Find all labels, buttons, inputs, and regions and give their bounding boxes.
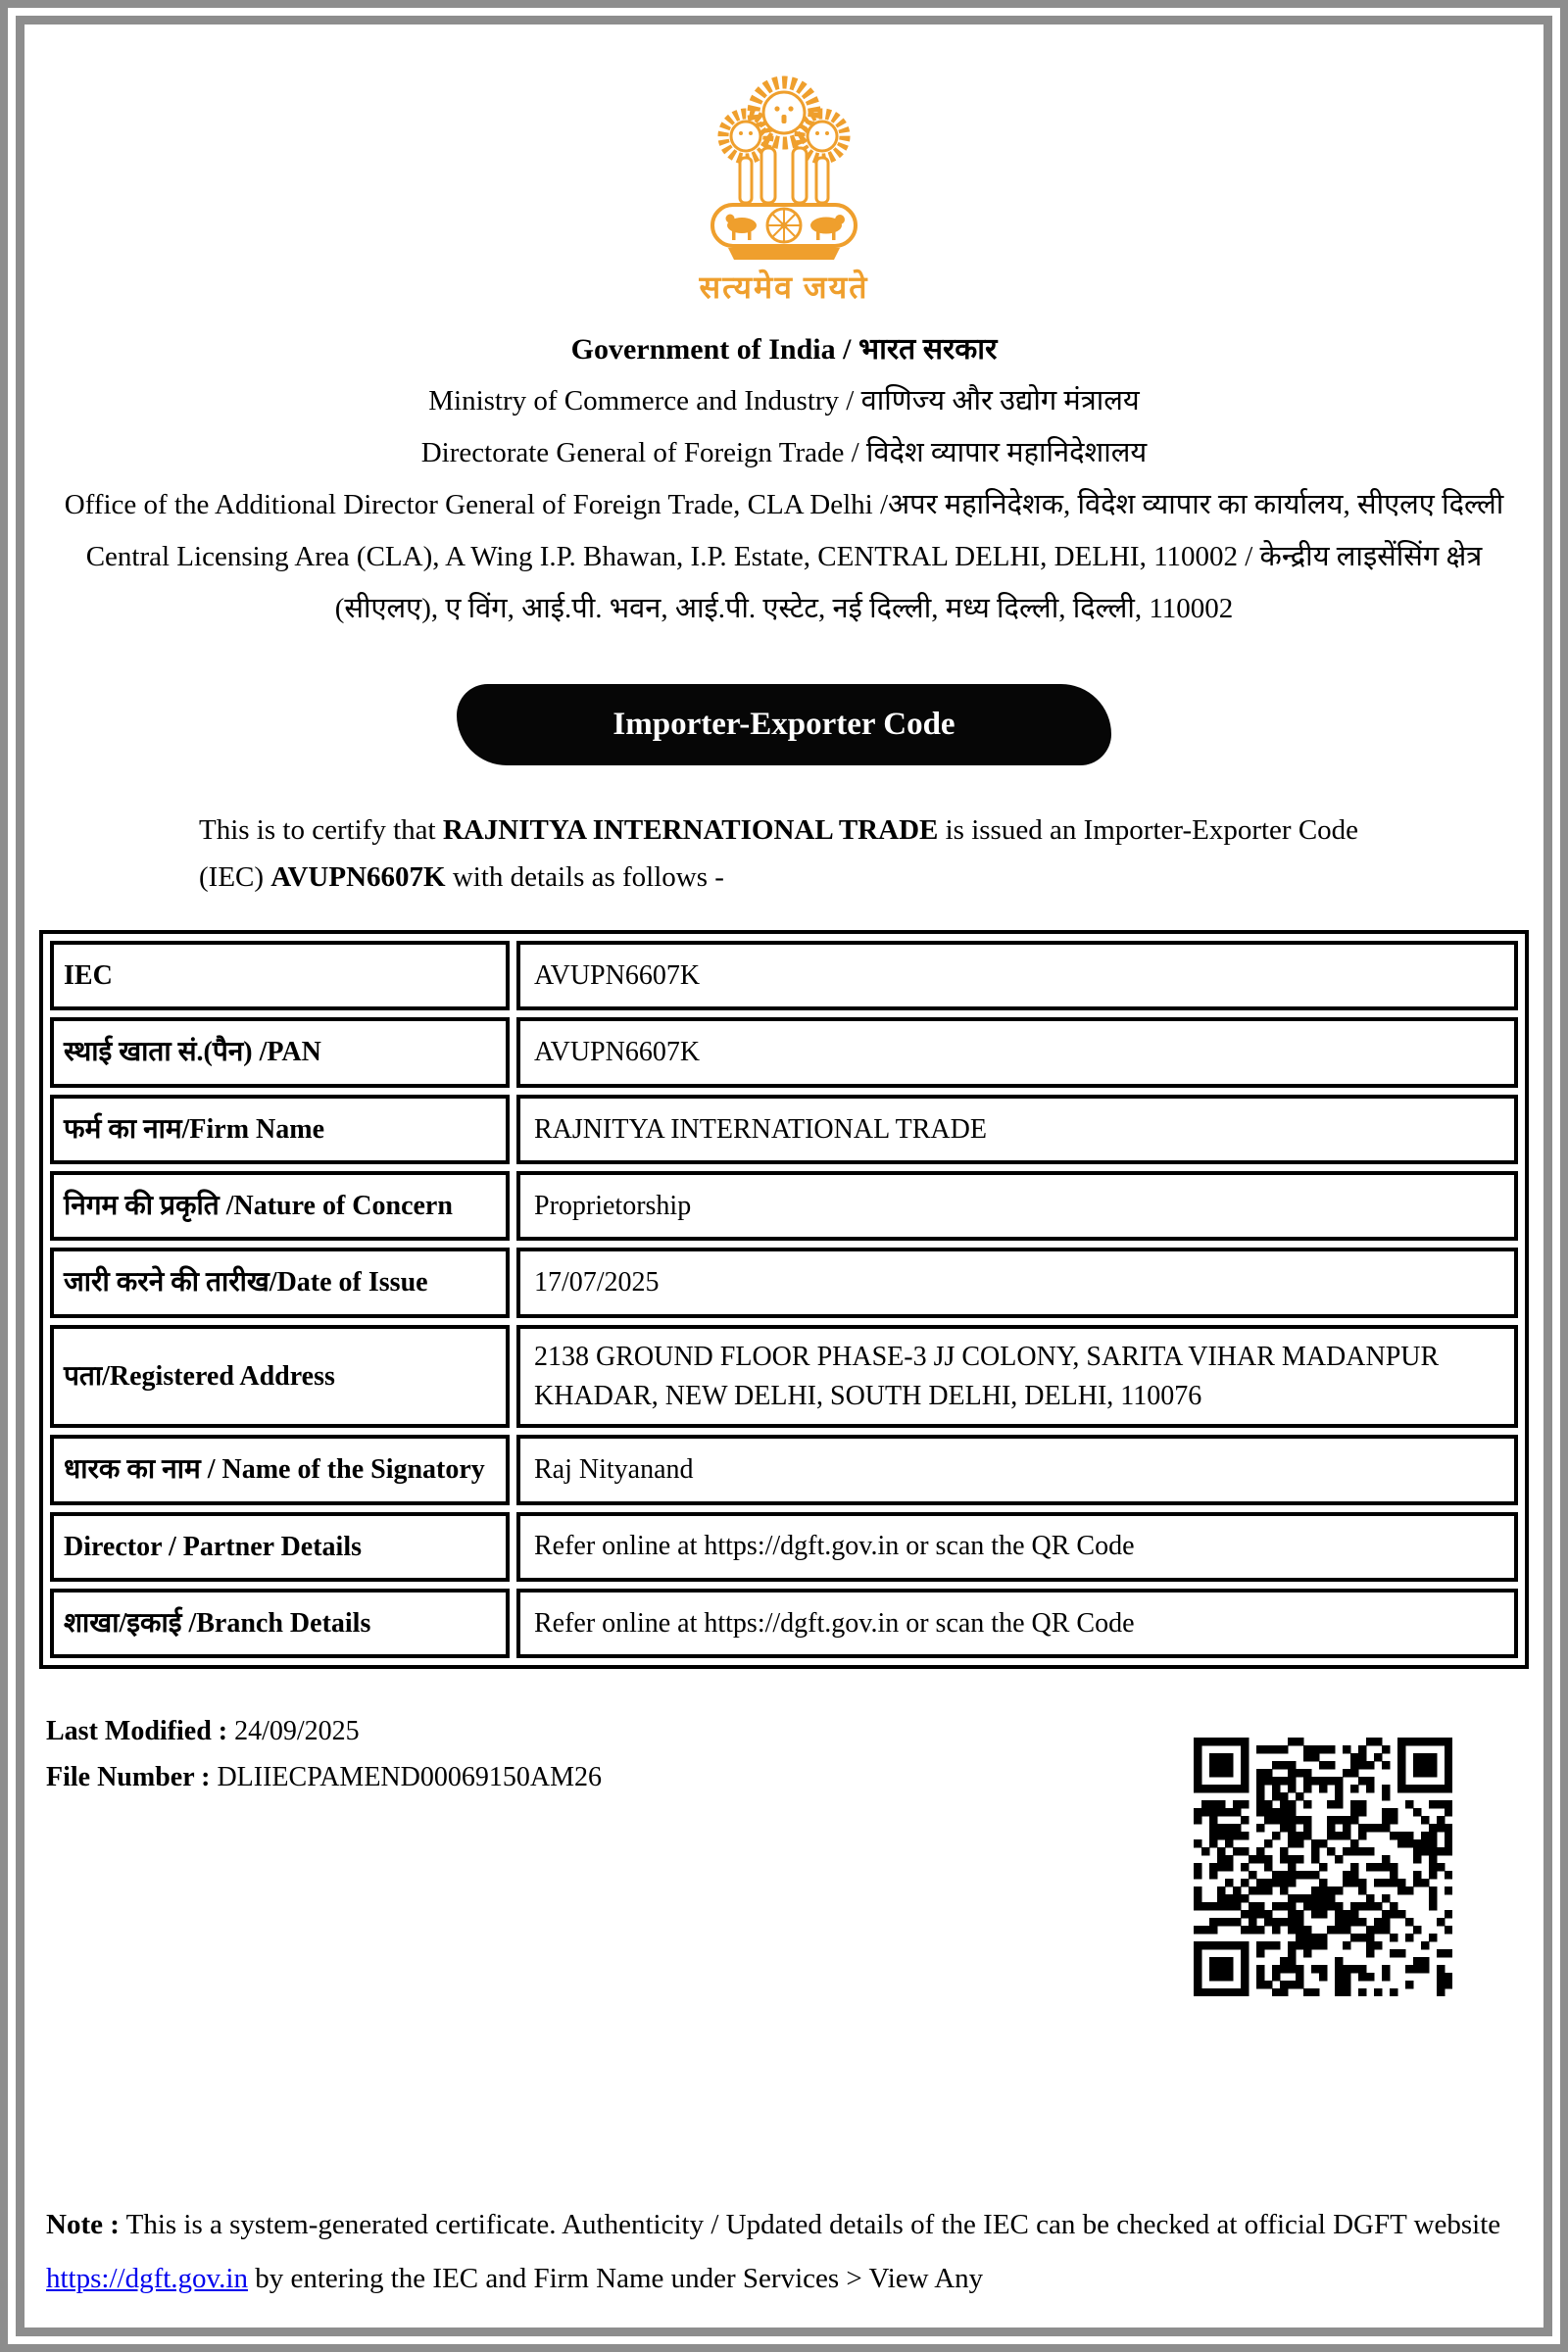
row-label: स्थाई खाता सं.(पैन) /PAN — [50, 1017, 510, 1087]
row-value: Raj Nityanand — [516, 1435, 1518, 1504]
row-label: पता/Registered Address — [50, 1325, 510, 1429]
qr-code — [1194, 1738, 1452, 1996]
table-row-registered-address — [50, 1325, 1518, 1429]
file-number-label: File Number : — [46, 1762, 211, 1793]
row-value: RAJNITYA INTERNATIONAL TRADE — [516, 1095, 1518, 1164]
row-value: 2138 GROUND FLOOR PHASE-3 JJ COLONY, SARITA VIHAR MADANPUR KHADAR, NEW DELHI, SOUTH DELHI, DELHI, 110076 — [516, 1325, 1518, 1429]
note-after-link: by entering the IEC and Firm Name under Services > View Any — [247, 2263, 984, 2294]
row-value: Refer online at https://dgft.gov.in or scan the QR Code — [516, 1589, 1518, 1658]
last-modified-label: Last Modified : — [46, 1716, 228, 1747]
header-address: Central Licensing Area (CLA), A Wing I.P. Bhawan, I.P. Estate, CENTRAL DELHI, DELHI, 110002 / केन्द्रीय लाइसेंसिंग क्षेत्र (सीएलए), ए विंग, आई.पी. भवन, आई.पी. एस्टेट, नई दिल्ली, मध्य दिल्ली, दिल्ली, 110002 — [85, 541, 1483, 624]
file-number-value: DLIIECPAMEND00069150AM26 — [217, 1762, 602, 1793]
header-block — [24, 323, 1544, 635]
last-modified-value: 24/09/2025 — [234, 1716, 360, 1747]
row-label: शाखा/इकाई /Branch Details — [50, 1589, 510, 1658]
certificate-page — [16, 16, 1552, 2336]
note-block — [46, 2198, 1516, 2306]
dgft-link[interactable]: https://dgft.gov.in — [46, 2263, 248, 2294]
header-ministry: Ministry of Commerce and Industry / वाणिज्य और उद्योग मंत्रालय — [428, 385, 1140, 416]
row-label: फर्म का नाम/Firm Name — [50, 1095, 510, 1164]
header-government-of-india: Government of India / भारत सरकार — [570, 333, 998, 366]
emblem-block — [24, 72, 1544, 308]
table-row-pan — [50, 1017, 1518, 1087]
iec-banner: Importer-Exporter Code — [457, 684, 1111, 765]
row-value: Proprietorship — [516, 1171, 1518, 1241]
certify-paragraph — [199, 807, 1387, 901]
motto-satyameva-jayate: सत्यमेव जयते — [699, 270, 869, 305]
table-row-branch-details — [50, 1589, 1518, 1658]
certify-suffix: with details as follows - — [445, 861, 724, 893]
row-value: 17/07/2025 — [516, 1248, 1518, 1317]
row-label: Director / Partner Details — [50, 1512, 510, 1582]
certify-middle: is issued an Importer-Exporter Code (IEC) — [199, 814, 1359, 893]
iec-number: AVUPN6607K — [270, 861, 446, 893]
header-directorate: Directorate General of Foreign Trade / विदेश व्यापार महानिदेशालय — [420, 437, 1148, 468]
row-value: AVUPN6607K — [516, 941, 1518, 1010]
note-label: Note : — [46, 2209, 120, 2240]
table-row-name-of-signatory — [50, 1435, 1518, 1504]
table-row-firm-name — [50, 1095, 1518, 1164]
lion-capital-emblem — [691, 72, 877, 264]
note-before-link: This is a system-generated certificate. Authenticity / Updated details of the IEC can be checked at official DGFT website — [119, 2209, 1501, 2240]
row-label: IEC — [50, 941, 510, 1010]
iec-table-wrap — [39, 930, 1529, 1669]
row-value: Refer online at https://dgft.gov.in or scan the QR Code — [516, 1512, 1518, 1582]
row-label: धारक का नाम / Name of the Signatory — [50, 1435, 510, 1504]
certify-prefix: This is to certify that — [199, 814, 443, 846]
table-row-director-partner-details — [50, 1512, 1518, 1582]
row-value: AVUPN6607K — [516, 1017, 1518, 1087]
firm-name: RAJNITYA INTERNATIONAL TRADE — [442, 814, 939, 846]
header-office: Office of the Additional Director General of Foreign Trade, CLA Delhi /अपर महानिदेशक, विदेश व्यापार का कार्यालय, सीएलए दिल्ली — [64, 489, 1504, 520]
table-row-nature-of-concern — [50, 1171, 1518, 1241]
row-label: निगम की प्रकृति /Nature of Concern — [50, 1171, 510, 1241]
iec-details-table — [39, 930, 1529, 1669]
row-label: जारी करने की तारीख/Date of Issue — [50, 1248, 510, 1317]
table-row-iec — [50, 941, 1518, 1010]
table-row-date-of-issue — [50, 1248, 1518, 1317]
